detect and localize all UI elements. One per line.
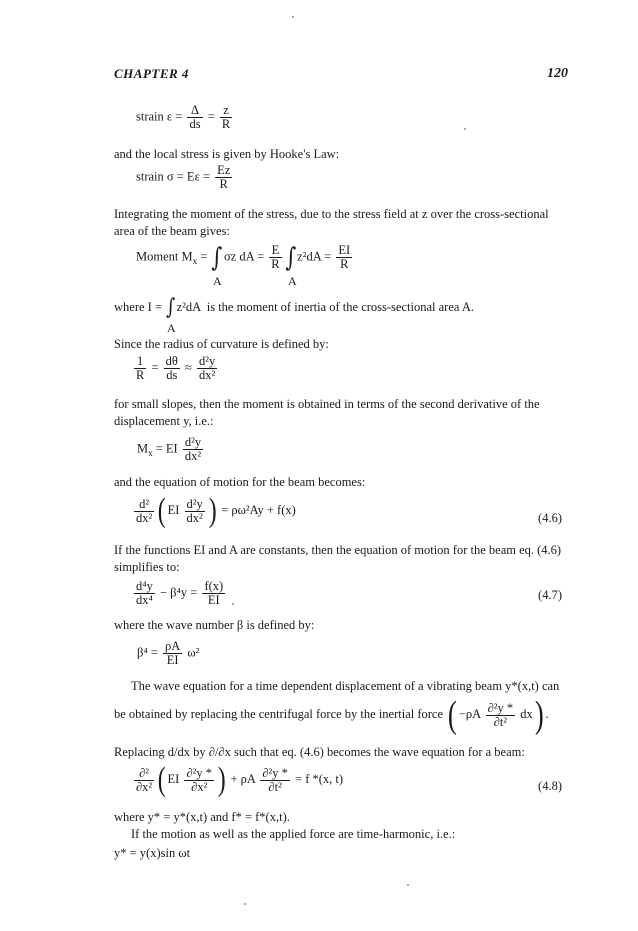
eq-sub: x (148, 447, 153, 458)
equation-strain (136, 104, 234, 131)
eq-text: σz dA = (223, 249, 265, 264)
eq-text: z²dA = (297, 249, 332, 264)
integral-domain: A (288, 274, 297, 288)
paren: ( (157, 492, 166, 529)
eq-text: = EI (152, 441, 178, 456)
fraction: $\frac{z}{R}$ (221, 103, 231, 131)
fraction: $\frac{\text{d²y}}{\text{dx²}}$ (184, 435, 202, 463)
fraction: $\frac{\text{∂²}}{\text{∂x²}}$ (136, 765, 153, 794)
paragraph-integrating-1: Integrating the moment of the stress, due to the stress field at z over the cross-sectional (114, 207, 549, 221)
paragraph-inertial-force (114, 694, 549, 736)
equation-stress (136, 164, 234, 191)
eq-text: is the moment of inertia of the cross-sectional area A. (206, 299, 475, 314)
eq-text: M (137, 441, 149, 456)
eq-text: = f *(x, t) (295, 771, 344, 786)
paragraph-if-constants-2: simplifies to: (114, 560, 180, 574)
speck (464, 128, 466, 130)
fraction: $\frac{\text{d²y}}{\text{dx²}}$ (199, 354, 216, 382)
fraction: $\frac{\text{∂²y *}}{\text{∂x²}}$ (186, 765, 213, 794)
paragraph-motion: and the equation of motion for the beam becomes: (114, 475, 366, 489)
paragraph-replacing-d: Replacing d/dx by ∂/∂x such that eq. (4.6) becomes the wave equation for a beam: (114, 745, 525, 759)
equation-mx (137, 436, 205, 463)
eq-text: be obtained by replacing the centrifugal force by the inertial force (114, 706, 444, 721)
speck (244, 903, 246, 905)
fraction: $\frac{E}{R}$ (271, 243, 280, 271)
paragraph-integrating-2: area of the beam gives: (114, 224, 230, 238)
eq-text: EI (167, 502, 180, 517)
paren: ) (534, 694, 544, 736)
eq-text: = ρω²Ay + f(x) (221, 502, 296, 517)
eq-text: + ρA (230, 771, 256, 786)
integral-domain: A (213, 274, 222, 288)
fraction: $\frac{\text{d²}}{\text{dx²}}$ (136, 496, 153, 525)
equation-beta (137, 640, 199, 667)
integral-sign: ∫ (284, 242, 296, 273)
eq-text: z²dA (176, 299, 201, 314)
eq-text: − β⁴y = (159, 585, 198, 600)
eq-text: = (197, 249, 208, 264)
equation-number-4-8: (4.8) (538, 779, 562, 793)
integral-sign: ∫ (211, 242, 223, 273)
speck (232, 603, 234, 605)
equation-curvature (132, 355, 219, 382)
paren: ) (217, 761, 226, 798)
equation-4-7 (132, 580, 227, 607)
integral-domain: A (167, 321, 176, 335)
fraction: $\frac{\text{∂²y *}}{\text{∂t²}}$ (262, 765, 288, 794)
equation-moment (136, 244, 354, 271)
eq-text: Moment M (136, 249, 193, 264)
eq-text: ω² (187, 645, 200, 660)
paragraph-harmonic: If the motion as well as the applied force are time-harmonic, i.e.: (131, 827, 456, 841)
eq-text: = (151, 360, 159, 375)
paragraph-radius: Since the radius of curvature is defined by: (114, 337, 329, 351)
equation-4-8 (132, 761, 344, 798)
eq-text: −ρA (458, 706, 481, 721)
fraction: $\frac{1}{R}$ (136, 354, 145, 382)
equation-number-4-7: (4.7) (538, 588, 562, 602)
chapter-label: CHAPTER 4 (114, 66, 189, 81)
equation-4-6 (132, 492, 296, 529)
paren: ( (448, 694, 457, 736)
eq-text: EI (167, 771, 180, 786)
paragraph-hooke: and the local stress is given by Hooke's Law: (114, 147, 340, 161)
paragraph-small-slopes-1: for small slopes, then the moment is obtained in terms of the second derivative of the (114, 397, 540, 411)
paren: ) (208, 492, 217, 529)
eq-text: β⁴ = (137, 645, 158, 660)
fraction: $\frac{\Delta}{ds}$ (189, 103, 201, 131)
paragraph-if-constants-1: If the functions EI and A are constants, then the equation of motion for the beam eq. (4.6) (114, 543, 562, 557)
page-header (114, 66, 568, 86)
paren: ( (157, 761, 166, 798)
eq-text: ≈ (185, 360, 192, 375)
fraction: $\frac{Ez}{R}$ (217, 163, 231, 191)
fraction: $\frac{d\theta}{ds}$ (165, 354, 178, 382)
paragraph-inertia (114, 295, 475, 320)
paragraph-where-ystar: where y* = y*(x,t) and f* = f*(x,t). (114, 810, 290, 824)
speck (292, 16, 294, 18)
paragraph-small-slopes-2: displacement y, i.e.: (114, 414, 214, 428)
eq-sub: x (192, 255, 198, 266)
fraction: $\frac{\text{d²y}}{\text{dx²}}$ (186, 496, 203, 525)
speck (407, 884, 409, 886)
integral-sign: ∫ (166, 295, 176, 320)
fraction: $\frac{f(x)}{EI}$ (204, 579, 224, 607)
eq-text: . (545, 706, 549, 721)
eq-text: dx (520, 706, 533, 721)
equation-number-4-6: (4.6) (538, 511, 562, 525)
eq-text: strain σ = Eε = (136, 169, 210, 184)
fraction: $\frac{EI}{R}$ (338, 243, 351, 271)
fraction: $\frac{\text{∂²y *}}{\text{∂t²}}$ (487, 700, 514, 729)
page-number: 120 (547, 66, 568, 81)
eq-text: = (207, 109, 215, 124)
eq-text: where I = (114, 299, 162, 314)
fraction: $\frac{\rho A}{EI}$ (165, 639, 181, 667)
paragraph-wave-equation: The wave equation for a time dependent displacement of a vibrating beam y*(x,t) can (131, 679, 560, 693)
equation-harmonic: y* = y(x)sin ωt (114, 846, 191, 860)
paragraph-wave-number: where the wave number β is defined by: (114, 618, 315, 632)
fraction: $\frac{\text{d⁴y}}{\text{dx⁴}}$ (136, 579, 153, 607)
eq-text: strain ε = (136, 109, 183, 124)
